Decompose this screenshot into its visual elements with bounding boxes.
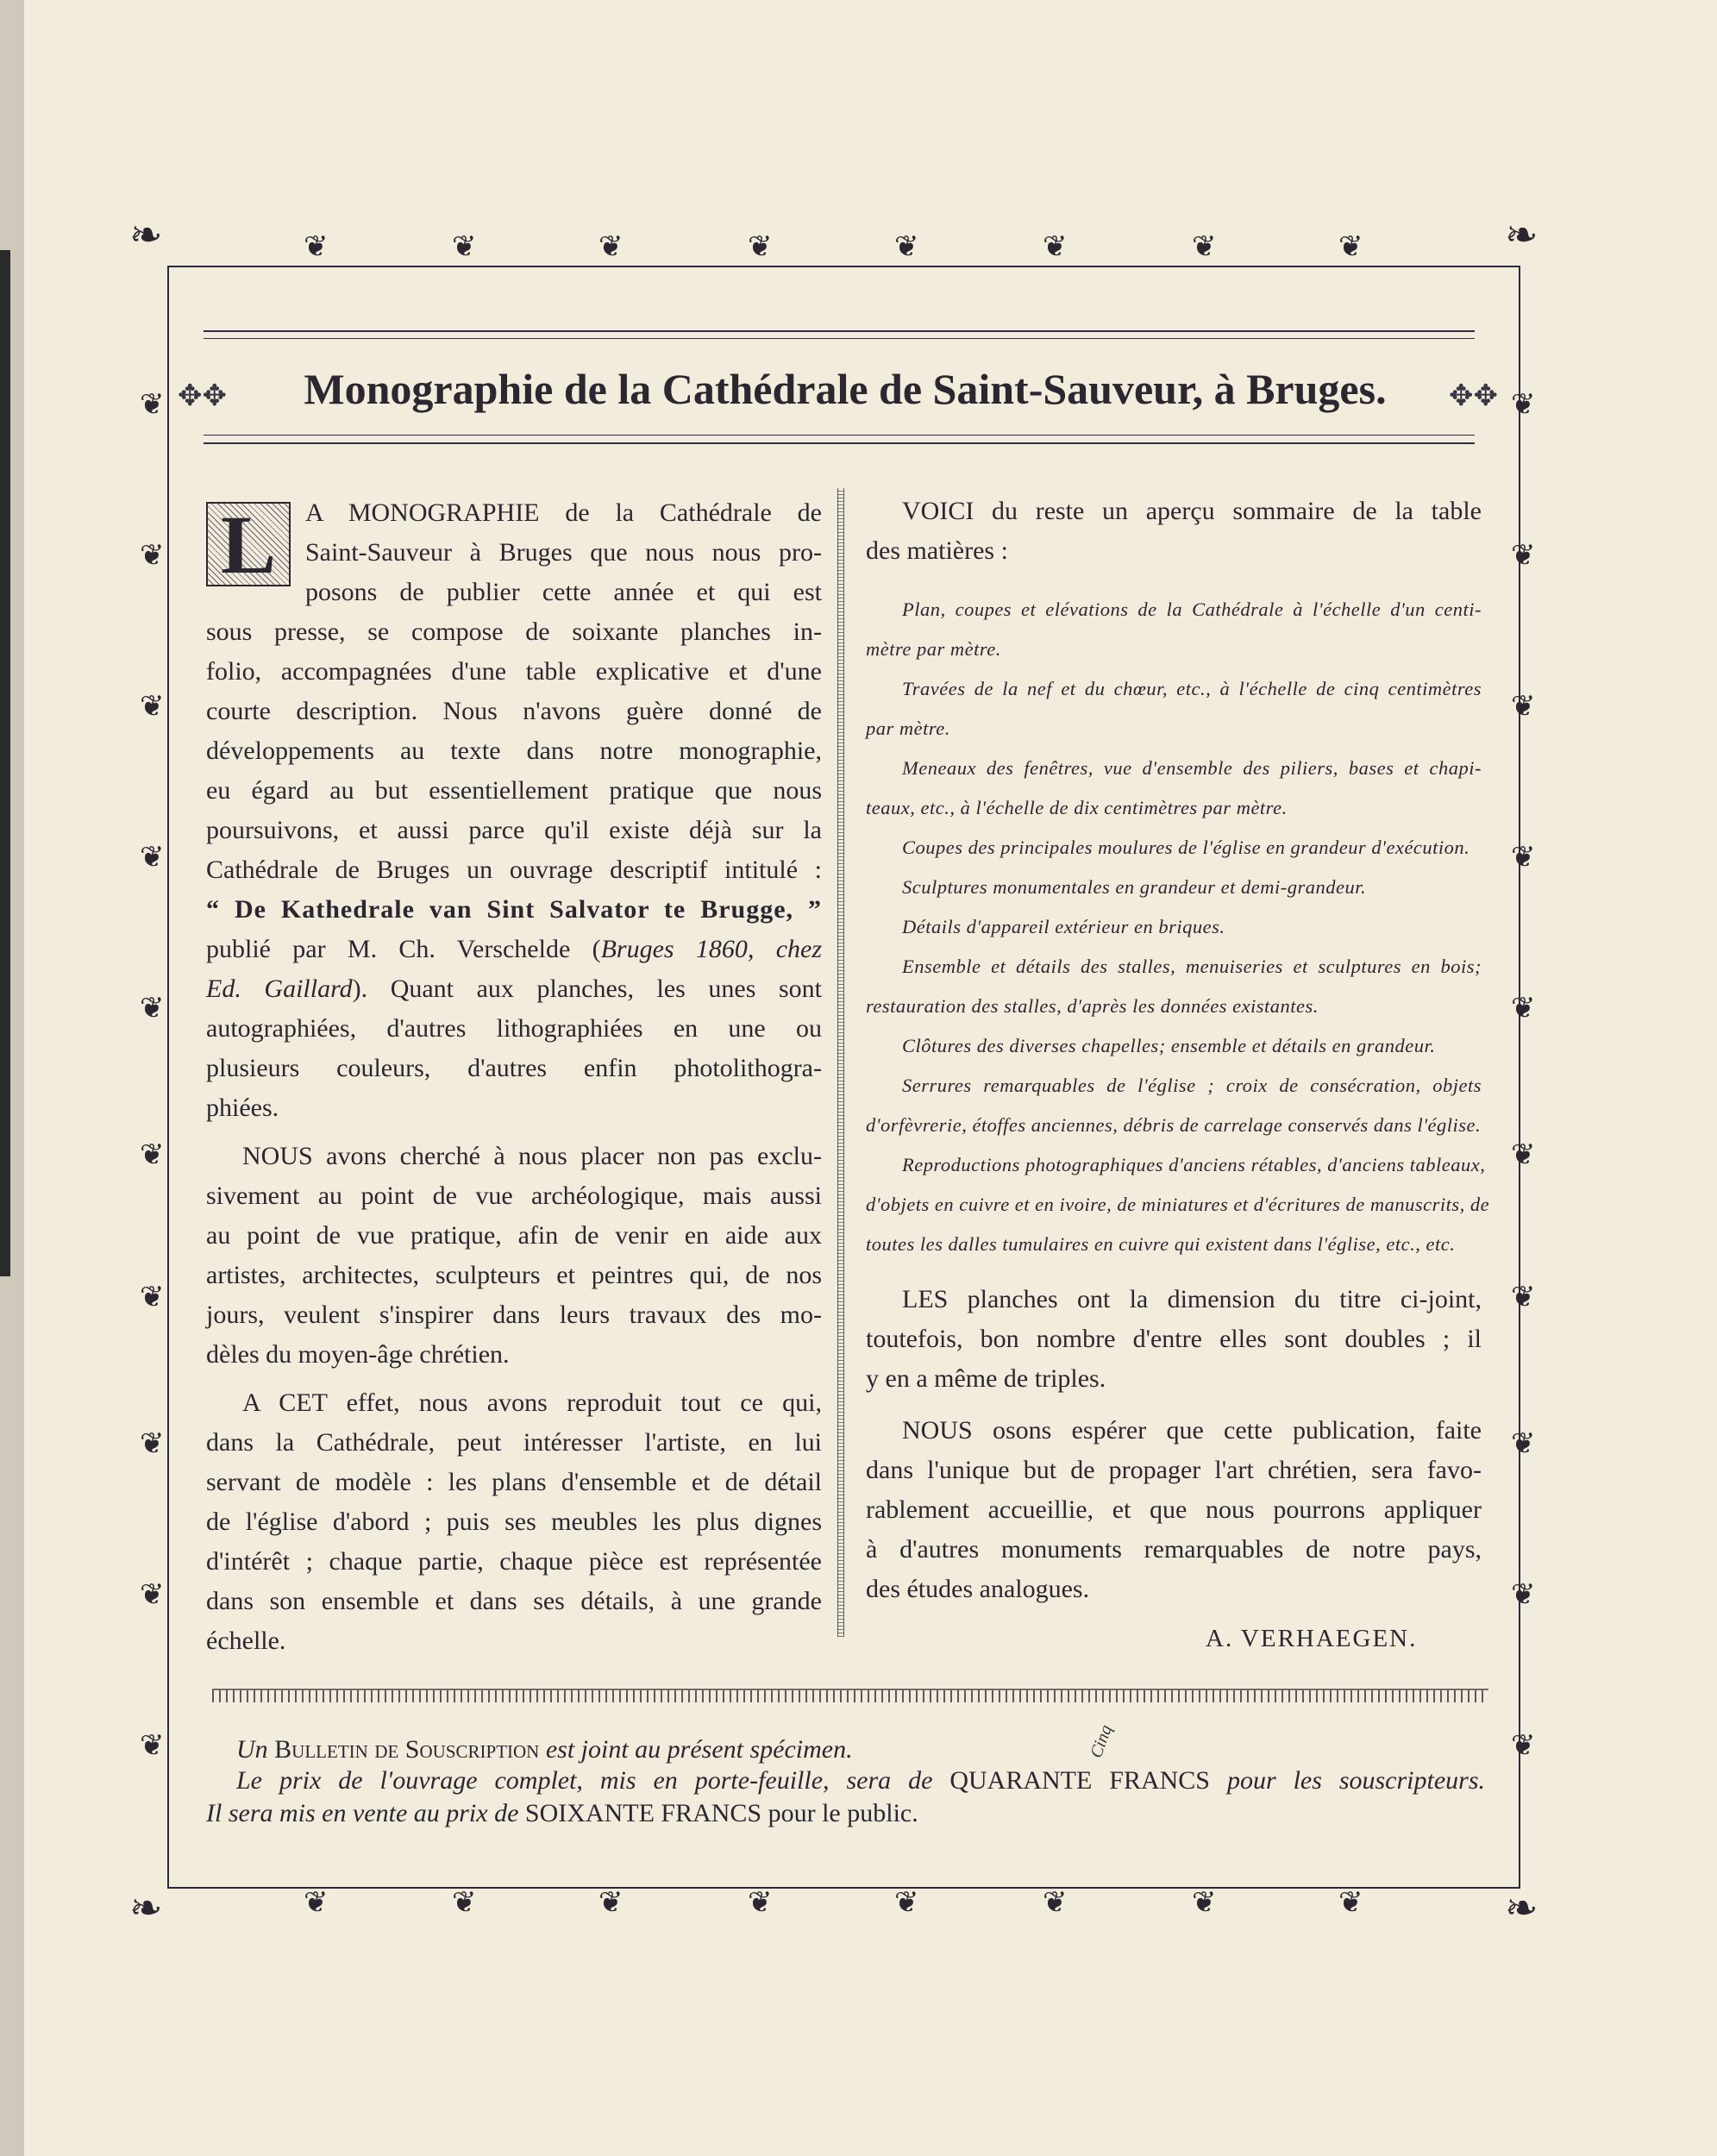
text-line: teaux, etc., à l'échelle de dix centimètres par mètre.: [866, 797, 1288, 818]
vine-ornament-icon: ❦: [598, 231, 624, 263]
footer-text: Le prix de l'ouvrage complet, mis en porte-feuille, sera de: [236, 1766, 933, 1795]
vine-ornament-icon: ❦: [748, 1887, 773, 1919]
contents-item: [866, 590, 1482, 669]
footer-text: SOIXANTE FRANCS pour le public.: [524, 1799, 918, 1827]
footer-text: Un: [236, 1735, 268, 1764]
vine-ornament-icon: ❦: [452, 231, 477, 263]
drop-cap: L: [206, 502, 291, 586]
vine-ornament-icon: ❦: [140, 1282, 165, 1313]
text-line: Reproductions photographiques d'anciens rétables, d'anciens tableaux,: [902, 1154, 1486, 1175]
contents-item: [866, 907, 1482, 947]
corner-scroll-icon: ❧: [129, 1886, 163, 1930]
text-line: [206, 890, 822, 930]
contents-item: [866, 868, 1482, 907]
text-line: dans l'unique but de propager l'art chrétien, sera favo-: [866, 1456, 1482, 1484]
vine-ornament-icon: ❦: [140, 691, 165, 723]
footer-text: Il sera mis en vente au prix de: [206, 1799, 519, 1827]
text-line: par mètre.: [866, 718, 950, 739]
text-line: Meneaux des fenêtres, vue d'ensemble des piliers, bases et chapi-: [902, 757, 1482, 779]
vine-ornament-icon: ❦: [140, 540, 165, 572]
text-line: y en a même de triples.: [866, 1364, 1106, 1393]
text-line: sous presse, se compose de soixante planches in-: [206, 617, 822, 646]
text-line: autographiées, d'autres lithographiées en une ou: [206, 1014, 822, 1043]
text-line: d'objets en cuivre et en ivoire, de miniatures et d'écritures de manuscrits, de: [866, 1194, 1490, 1215]
vine-ornament-icon: ❦: [1511, 1282, 1536, 1313]
text-line: dans la Cathédrale, peut intéresser l'artiste, en lui: [206, 1428, 822, 1457]
paragraph: [866, 1411, 1482, 1609]
column-divider: [837, 488, 844, 1637]
text-line: Clôtures des diverses chapelles; ensemble et détails en grandeur.: [902, 1035, 1436, 1056]
text-line: Détails d'appareil extérieur en briques.: [902, 916, 1225, 937]
text-line: dans son ensemble et dans ses détails, à une grande: [206, 1587, 822, 1615]
paragraph: [866, 1280, 1482, 1399]
paragraph: [206, 493, 822, 1128]
text-line: VOICI du reste un aperçu sommaire de la table: [902, 497, 1482, 525]
text-line: développements au texte dans notre monographie,: [206, 736, 822, 765]
vine-ornament-icon: ❦: [1338, 231, 1363, 263]
text-line: servant de modèle : les plans d'ensemble et de détail: [206, 1468, 822, 1496]
text-line: toutefois, bon nombre d'entre elles sont doubles ; il: [866, 1325, 1482, 1353]
text-line: Coupes des principales moulures de l'église en grandeur d'exécution.: [902, 837, 1470, 858]
text-line: artistes, architectes, sculpteurs et peintres qui, de nos: [206, 1261, 822, 1289]
text-line: NOUS osons espérer que cette publication, faite: [902, 1416, 1482, 1445]
vine-ornament-icon: ❦: [1511, 389, 1536, 421]
text-line: courte description. Nous n'avons guère donné de: [206, 697, 822, 725]
vine-ornament-icon: ❦: [1192, 231, 1217, 263]
vine-ornament-icon: ❦: [140, 1730, 165, 1762]
vine-ornament-icon: ❦: [140, 1428, 165, 1460]
vine-ornament-icon: ❦: [1043, 231, 1068, 263]
contents-item: [866, 828, 1482, 868]
contents-item: [866, 1066, 1482, 1145]
title-ornament-right-icon: ✥✥: [1449, 380, 1498, 412]
vine-ornament-icon: ❦: [1511, 993, 1536, 1025]
text-line: restauration des stalles, d'après les données existantes.: [866, 995, 1319, 1017]
text-line: LES planches ont la dimension du titre ci-joint,: [902, 1285, 1482, 1313]
text-line: jours, veulent s'inspirer dans leurs travaux des mo-: [206, 1300, 822, 1329]
vine-ornament-icon: ❦: [304, 1887, 329, 1919]
text-line: eu égard au but essentiellement pratique que nous: [206, 776, 822, 805]
vine-ornament-icon: ❦: [1511, 1428, 1536, 1460]
text-line: [206, 573, 822, 612]
text-line: A CET effet, nous avons reproduit tout ce qui,: [242, 1388, 822, 1417]
vine-ornament-icon: ❦: [140, 993, 165, 1025]
footer-text: est joint au présent spécimen.: [545, 1735, 853, 1764]
vine-ornament-icon: ❦: [1043, 1887, 1068, 1919]
text-span: “ De Kathedrale van Sint Salvator te Brugge, ”: [206, 895, 822, 924]
paragraph: [206, 1137, 822, 1375]
text-line: [206, 493, 822, 533]
text-line: de l'église d'abord ; puis ses meubles les plus dignes: [206, 1507, 822, 1536]
vine-ornament-icon: ❦: [140, 1579, 165, 1611]
scan-edge: [0, 250, 10, 1276]
corner-scroll-icon: ❧: [1505, 1886, 1538, 1930]
text-line: au point de vue pratique, afin de venir en aide aux: [206, 1221, 822, 1250]
text-line: NOUS avons cherché à nous placer non pas exclu-: [242, 1142, 822, 1170]
contents-item: [866, 749, 1482, 828]
text-line: plusieurs couleurs, d'autres enfin photolithogra-: [206, 1054, 822, 1082]
title-rule-top-1: [204, 330, 1475, 332]
text-span: posons de publier cette année et qui est: [305, 578, 822, 606]
vine-ornament-icon: ❦: [1192, 1887, 1217, 1919]
title-rule-bottom-2: [204, 442, 1475, 444]
paragraph: [866, 492, 1482, 571]
vine-ornament-icon: ❦: [452, 1887, 477, 1919]
text-line: Travées de la nef et du chœur, etc., à l'échelle de cinq centimètres: [902, 678, 1482, 699]
text-span: Ed. Gaillard: [206, 975, 353, 1003]
text-line: échelle.: [206, 1626, 286, 1655]
text-line: mètre par mètre.: [866, 638, 1001, 660]
text-line: Ensemble et détails des stalles, menuiseries et sculptures en bois;: [902, 956, 1482, 977]
vine-ornament-icon: ❦: [1511, 540, 1536, 572]
left-column: [206, 493, 822, 1661]
vine-ornament-icon: ❦: [1511, 1579, 1536, 1611]
signature: A. VERHAEGEN.: [1206, 1625, 1418, 1652]
corner-scroll-icon: ❧: [1505, 213, 1538, 257]
paragraph: [206, 1383, 822, 1661]
vine-ornament-icon: ❦: [598, 1887, 624, 1919]
text-line: à d'autres monuments remarquables de notre pays,: [866, 1535, 1482, 1564]
text-line: des matières :: [866, 536, 1008, 565]
vine-ornament-icon: ❦: [1511, 1139, 1536, 1171]
contents-item: [866, 1145, 1490, 1264]
text-span: Saint-Sauveur à Bruges que nous nous pro-: [305, 538, 822, 567]
text-line: phiées.: [206, 1094, 279, 1122]
footer-text: pour les souscripteurs.: [1226, 1766, 1486, 1795]
footer-line-1: [236, 1735, 853, 1764]
footer-text: Bulletin de Souscription: [274, 1735, 540, 1764]
text-span: ). Quant aux planches, les unes sont: [352, 975, 822, 1003]
vine-ornament-icon: ❦: [140, 842, 165, 874]
text-line: folio, accompagnées d'une table explicative et d'une: [206, 657, 822, 686]
contents-list: [866, 590, 1490, 1264]
text-line: Serrures remarquables de l'église ; croix de consécration, objets: [902, 1075, 1482, 1096]
text-line: Cathédrale de Bruges un ouvrage descriptif intitulé :: [206, 856, 822, 884]
document-title: Monographie de la Cathédrale de Saint-Sauveur, à Bruges.: [304, 365, 1387, 413]
title-rule-bottom-1: [204, 435, 1475, 436]
text-span: Bruges 1860, chez: [600, 935, 822, 963]
text-line: d'orfèvrerie, étoffes anciennes, débris de carrelage conservés dans l'église.: [866, 1114, 1482, 1136]
contents-item: [866, 1026, 1482, 1066]
handwritten-note: Cinq: [1086, 1722, 1116, 1761]
footer-line-2: [236, 1766, 1485, 1796]
footer-text: QUARANTE FRANCS: [949, 1766, 1210, 1795]
vine-ornament-icon: ❦: [1511, 691, 1536, 723]
contents-item: [866, 669, 1482, 749]
text-line: sivement au point de vue archéologique, mais aussi: [206, 1181, 822, 1210]
text-line: Sculptures monumentales en grandeur et demi-grandeur.: [902, 876, 1367, 898]
text-span: publié par M. Ch. Verschelde (: [206, 935, 601, 963]
contents-item: [866, 947, 1482, 1026]
text-span: A MONOGRAPHIE de la Cathédrale de: [305, 498, 822, 527]
vine-ornament-icon: ❦: [748, 231, 773, 263]
vine-ornament-icon: ❦: [140, 1139, 165, 1171]
vine-ornament-icon: ❦: [1511, 1730, 1536, 1762]
text-line: [206, 930, 822, 969]
text-line: [206, 533, 822, 573]
vine-ornament-icon: ❦: [1338, 1887, 1363, 1919]
vine-ornament-icon: ❦: [1511, 842, 1536, 874]
text-line: toutes les dalles tumulaires en cuivre qui existent dans l'église, etc., etc.: [866, 1233, 1456, 1255]
vine-ornament-icon: ❦: [894, 1887, 919, 1919]
vine-ornament-icon: ❦: [140, 389, 165, 421]
footer-line-3: [206, 1799, 918, 1828]
vine-ornament-icon: ❦: [304, 231, 329, 263]
text-line: des études analogues.: [866, 1575, 1090, 1603]
text-line: [206, 969, 822, 1009]
wave-rule: [212, 1689, 1488, 1702]
vine-ornament-icon: ❦: [894, 231, 919, 263]
right-column: [866, 492, 1490, 1609]
text-line: d'intérêt ; chaque partie, chaque pièce est représentée: [206, 1547, 822, 1576]
text-line: dèles du moyen-âge chrétien.: [206, 1340, 510, 1369]
text-line: poursuivons, et aussi parce qu'il existe déjà sur la: [206, 816, 822, 844]
text-line: rablement accueillie, et que nous pourrons appliquer: [866, 1495, 1482, 1524]
title-ornament-left-icon: ✥✥: [178, 380, 227, 412]
title-rule-top-2: [204, 338, 1475, 339]
text-line: Plan, coupes et elévations de la Cathédrale à l'échelle d'un centi-: [902, 599, 1482, 620]
corner-scroll-icon: ❧: [129, 213, 163, 257]
